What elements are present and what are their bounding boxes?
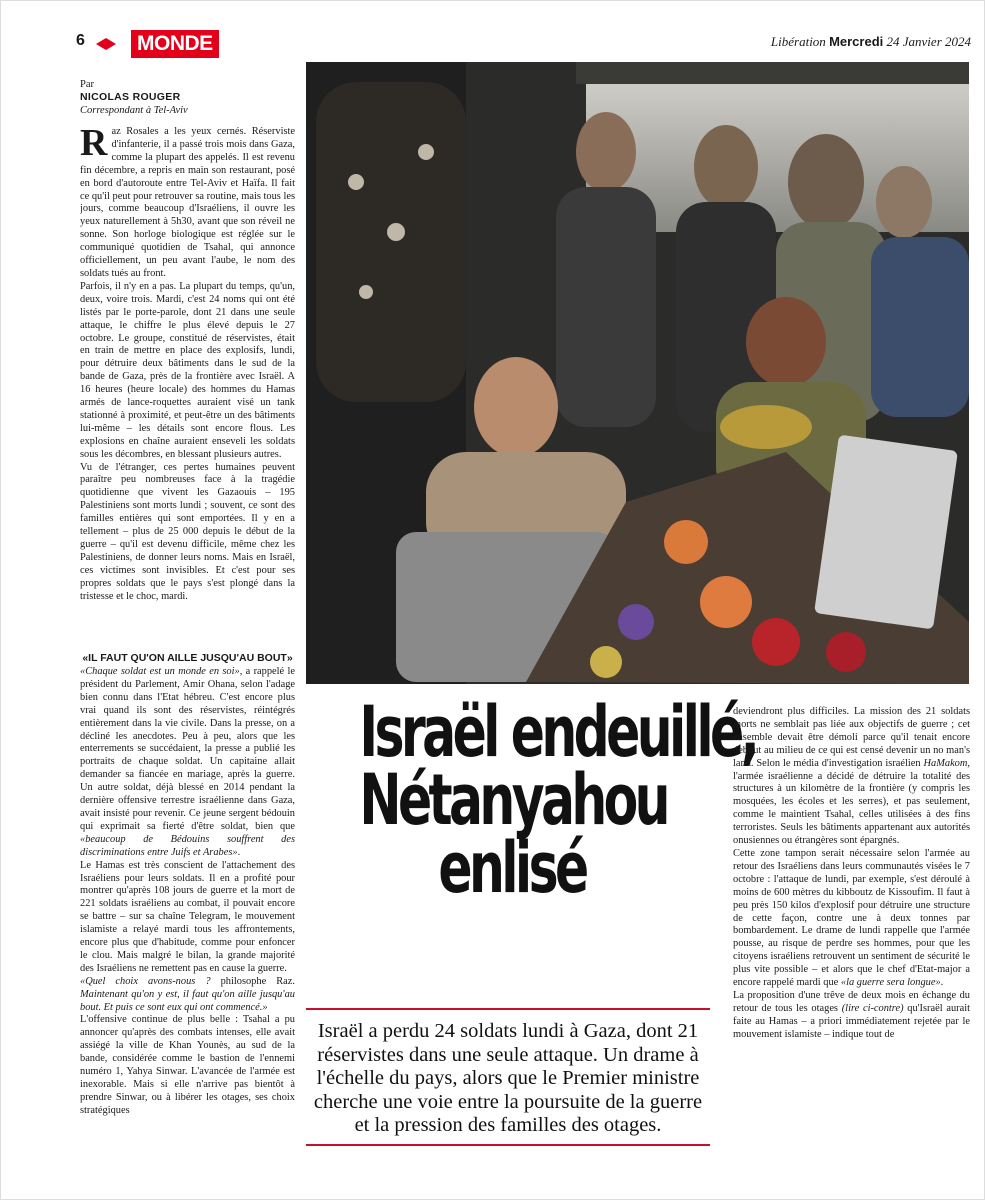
paragraph: deviendront plus difficiles. La mission des 21 soldats morts ne semblait pas liée aux objectifs de guerre ; cet ensemble devait être démoli parce qu'il tenait encore debout au milieu de ce qui est censé devenir un no man's land. Selon le média d'investigation israélien HaMakom, l'armée israélienne a décidé de détruire la totalité des structures à un kilomètre de la frontière (y compris les mosquées, les écoles et les serres), et pas seulement, comme le maintient Tsahal, celles utilisées à des fins terroristes. Seuls les bâtiments appartenant aux autorités onusiennes ou étrangères sont épargnés. <box>733 706 970 847</box>
author-role: Correspondant à Tel-Aviv <box>80 105 188 116</box>
arrow-right-icon <box>106 38 116 50</box>
paragraph: Cette zone tampon serait nécessaire selon l'armée au retour des Israéliens dans leurs communautés visées le 7 octobre : l'attaque de lundi, par exemple, s'est déroulé à moins de 600 mètres du kibboutz de Kissoufim. Il faut à peu près 150 kilos d'explosif pour détruire une structure de cette façon, contre une à deux tonnes par bombardement. Le drame de lundi rappelle que l'armée pousse, au risque de perdre ses hommes, pour que les citoyens israéliens retrouvent un sentiment de sécurité le plus vite possible – et alors que le chef d'Etat-major a encore rappelé mardi que «la guerre sera longue». <box>733 847 970 989</box>
byline <box>80 78 290 117</box>
funeral-mourners-photo <box>306 62 969 684</box>
headline-line-2: Nétanyahou <box>359 759 667 841</box>
page-header <box>76 30 971 60</box>
issue-day: Mercredi <box>829 34 884 49</box>
article-column-3 <box>733 706 970 1191</box>
article-column-1 <box>80 126 295 646</box>
byline-prefix: Par <box>80 79 94 90</box>
issue-date: 24 Janvier 2024 <box>886 34 971 49</box>
arrow-left-icon <box>96 38 106 50</box>
dateline <box>771 34 971 50</box>
publication-name: Libération <box>770 34 826 49</box>
page-number: 6 <box>76 32 85 49</box>
lede-rule-top <box>306 1008 710 1010</box>
paragraph: Raz Rosales a les yeux cernés. Réserviste d'infanterie, il a passé trois mois dans Gaza, comme la plupart des appelés. Il est revenu fin décembre, a repris en main son restaurant, posé en bord d'autoroute entre Tel-Aviv et Haïfa. Il fait ce qu'il peut pour retrouver sa routine, mais tous les jours, comme beaucoup d'Israéliens, il ouvre les yeux naturellement à 5h30, avant que son réveil ne sonne. Son horloge biologique est réglée sur le communiqué quotidien de Tsahal, qui annonce officiellement, un peu avant l'aube, le nom des soldats tués au front. <box>80 126 295 279</box>
paragraph: La proposition d'une trêve de deux mois en échange du retour de tous les otages (lire ci-contre) qu'Israël aurait faite au Hamas – a priori immédiatement rejetée par le mouvement islamiste – indique tout de <box>733 989 970 1040</box>
article-column-1-lower <box>80 650 295 1185</box>
headline-line-3: enlisé <box>438 827 586 909</box>
headline-line-1: Israël endeuillé, <box>359 691 757 773</box>
headline <box>359 691 757 909</box>
lede-rule-bottom <box>306 1144 710 1146</box>
paragraph: Vu de l'étranger, ces pertes humaines peuvent paraître peu nombreuses face à la tragédie quotidienne que vivent les Gazaouis – 195 Palestiniens sont morts lundi ; souvent, ce sont des familles entières qui sont emportées. Il y en a tellement – plus de 25 000 depuis le début de la guerre – qu'il est devenu difficile, même chez les Palestiniens, de donner leurs noms. Mais en Israël, ces victimes sont invisibles. Et c'est pour ses propres soldats que le pays s'est plongé dans la tristesse et le choc, mardi. <box>80 461 295 602</box>
lede: Israël a perdu 24 soldats lundi à Gaza, dont 21 réservistes dans une seule attaque. Un drame à l'échelle du pays, alors que le Premier ministre cherche une voie entre la poursuite de la guerre et la pression des familles des otages. <box>313 1020 703 1136</box>
subheading: «IL FAUT QU'ON AILLE JUSQU'AU BOUT» <box>82 652 293 664</box>
section-tag: MONDE <box>131 30 219 58</box>
article-photo <box>306 62 969 684</box>
paragraph: Parfois, il n'y en a pas. La plupart du temps, qu'un, deux, voire trois. Mardi, c'est 24 noms qui ont été listés par le porte-parole, dont 21 dans une seule attaque, le chiffre le plus élevé depuis le 27 octobre. Le groupe, constitué de réservistes, était en train de mettre en place des explosifs, lundi, pour détruire deux bâtiments dans le sud de la bande de Gaza, près de la frontière avec Israël. A 16 heures (heure locale) des hommes du Hamas armés de lance-roquettes auraient visé un tank stationné à proximité, et peut-être un des bâtiments lui-même – les détails sont encore flous. Les explosions en chaîne auraient enseveli les soldats sous les décombres, en blessant plusieurs autres. <box>80 280 295 460</box>
paragraph: Le Hamas est très conscient de l'attachement des Israéliens pour leurs soldats. Il en a profité pour montrer qu'après 108 jours de guerre et la mort de 221 soldats israéliens au combat, il pouvait encore se battre – sur sa chaîne Telegram, le mouvement islamiste a relayé mardi tous les affrontements, encore plus que d'habitude, comme pour enfoncer le clou. Mais malgré le bilan, la grande majorité des Israéliens ne remettent pas en cause la guerre. <box>80 859 295 974</box>
paragraph: «Quel choix avons-nous ? philosophe Raz. Maintenant qu'on y est, il faut qu'on aille jusqu'au bout. Et puis ce sont eux qui ont commencé.» <box>80 975 295 1013</box>
paragraph: «Chaque soldat est un monde en soi», a rappelé le président du Parlement, Amir Ohana, selon l'adage bien connu dans l'Etat hébreu. C'est encore plus vrai quand ils sont des réservistes, réintégrés entièrement dans la vie civile. Dans la presse, on a décliné les anecdotes. Peu à peu, alors que les enterrements se succédaient, la presse a publié les portraits de chaque soldat. Un capitaine allait demander sa fiancée en mariage, après la guerre. Un autre soldat, déjà blessé en 2014 pendant la dernière offensive terrestre israélienne dans Gaza, avait insisté pour revenir. Ce jeune sergent bédouin qui exprimait sa fierté d'être soldat, bien que «beaucoup de Bédouins souffrent des discriminations entre Juifs et Arabes». <box>80 666 295 858</box>
paragraph: L'offensive continue de plus belle : Tsahal a pu annoncer qu'après des combats intenses, elle avait assiégé la ville de Khan Younès, au sud de la bande, considérée comme le bastion de l'ennemi numéro 1, Yahya Sinwar. L'avancée de l'armée est inexorable. Mais si elle n'arrive pas bientôt à prendre Sinwar, ou à libérer les otages, ses choix stratégiques <box>80 1014 295 1116</box>
author-name: NICOLAS ROUGER <box>80 91 181 103</box>
drop-cap: R <box>80 126 108 164</box>
